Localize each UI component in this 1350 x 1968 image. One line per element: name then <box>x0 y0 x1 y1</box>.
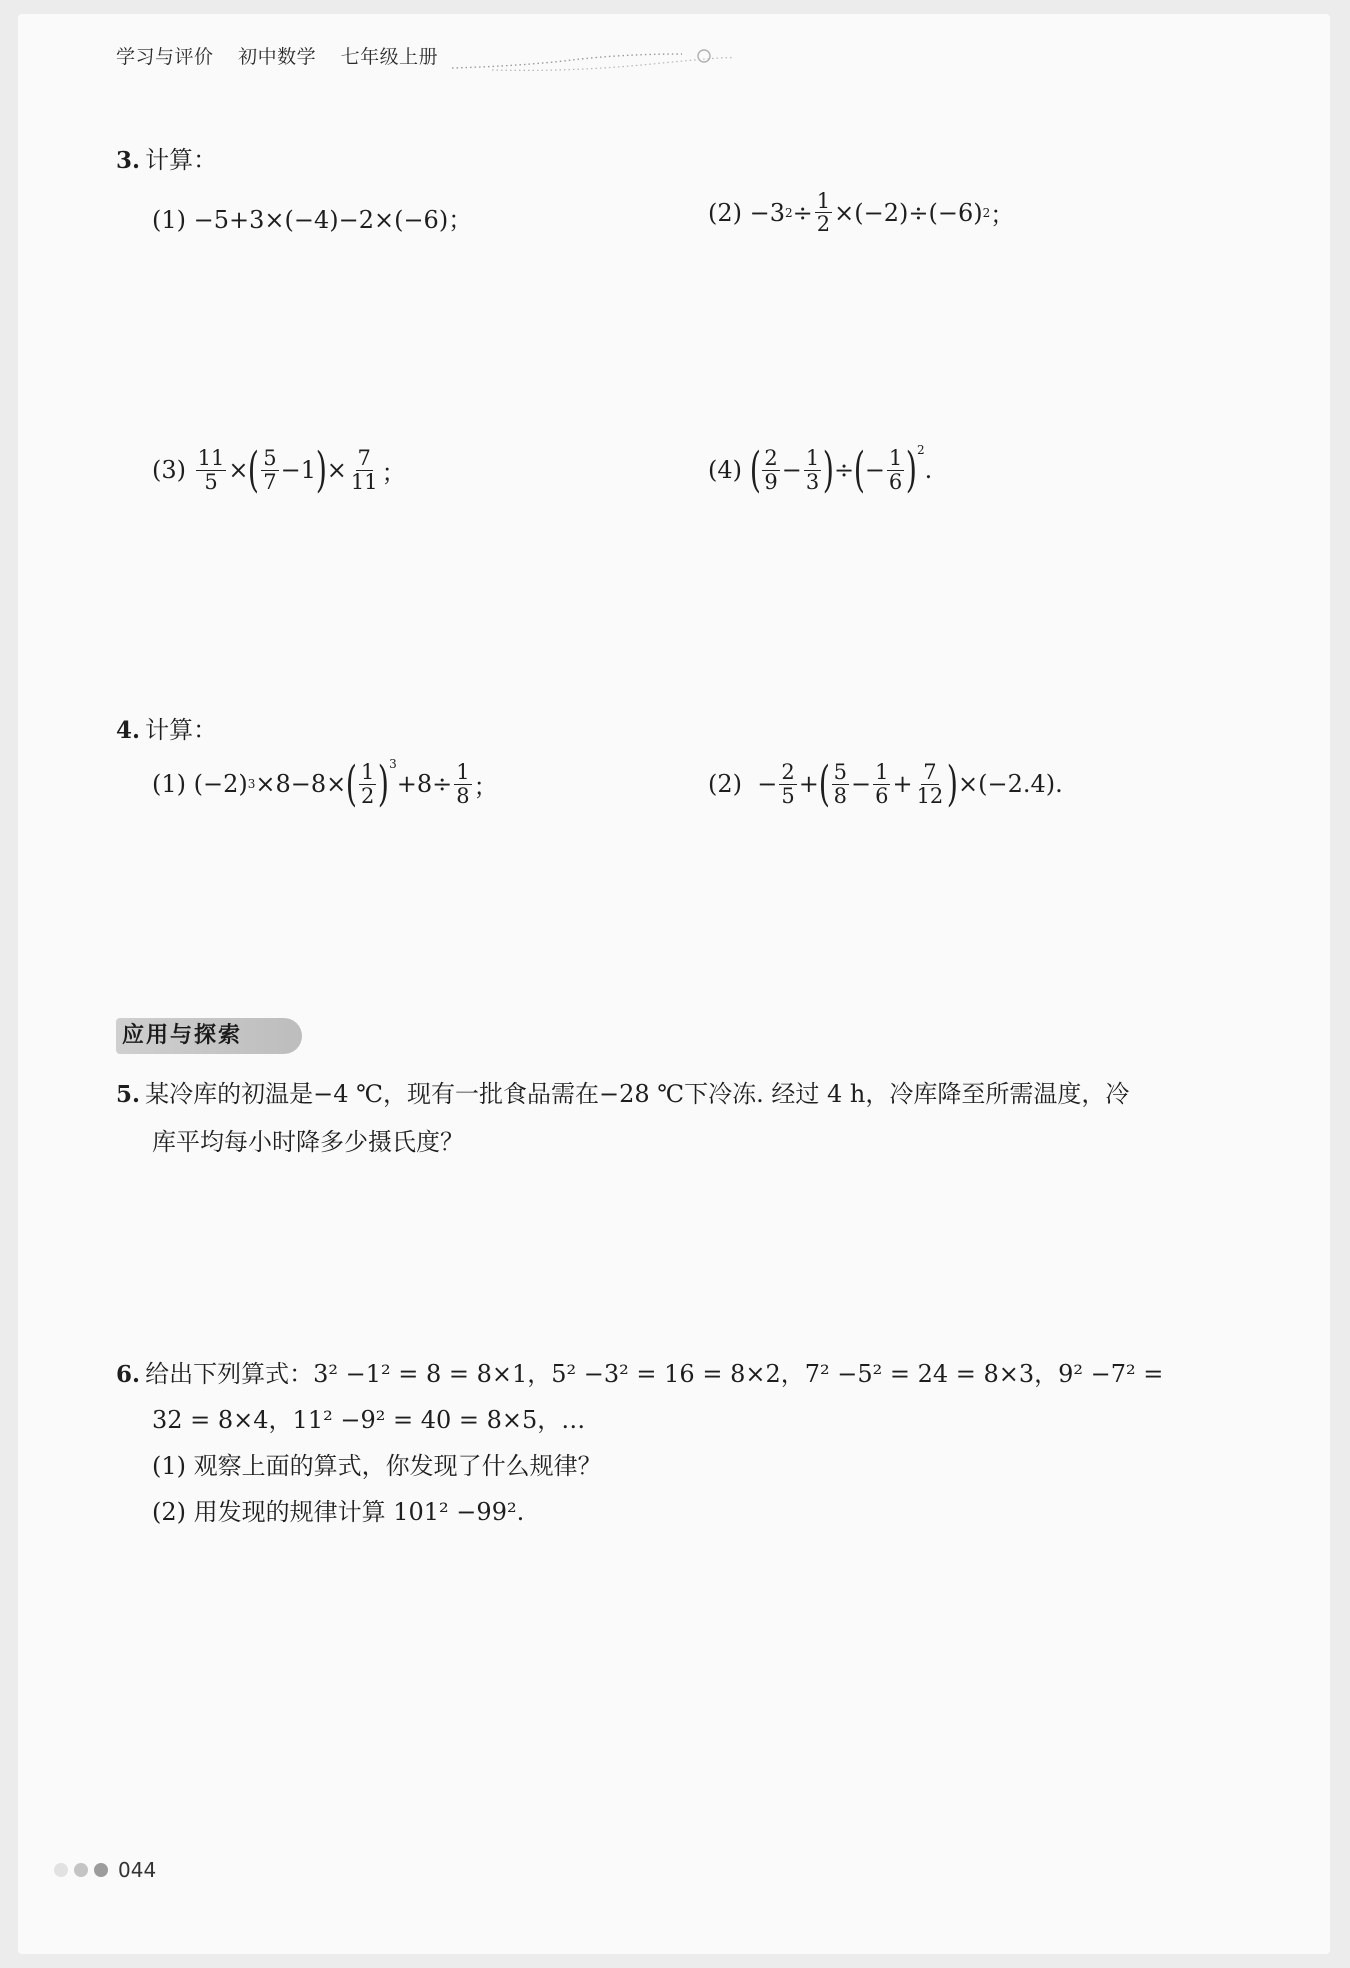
q4-part1: (1) (−2) 3 ×8−8× ( $\frac{1}{2}$ ) 3 +8÷ $\frac{1}{8}$ ； <box>152 756 498 812</box>
q4-heading <box>116 710 217 745</box>
q6 <box>116 1354 1163 1389</box>
q4-part1-c: +8÷ <box>396 770 453 798</box>
fraction: $\frac{1}{6}$ <box>888 446 903 494</box>
q3-part2-a: −3 <box>749 198 786 227</box>
q4-part1-b: ×8−8× <box>255 770 347 798</box>
running-header <box>116 42 456 69</box>
q4-part1-end: ； <box>473 772 498 801</box>
footer-dot-icon <box>54 1863 68 1877</box>
fraction: $\frac{2}{5}$ <box>781 760 795 808</box>
q3-part2: (2) −3 2 ÷ $\frac{1}{2}$ ×(−2)÷(−6) 2 ； <box>708 189 1015 237</box>
q6-part1: (1) 观察上面的算式，你发现了什么规律？ <box>152 1452 602 1480</box>
fraction: $\frac{7}{12}$ <box>916 760 944 808</box>
q3-part4: (4) ( $\frac{2}{9}$ − $\frac{1}{3}$ ) ÷ ( − $\frac{1}{6}$ ) 2 . <box>708 442 933 498</box>
q6-number: 6. <box>116 1361 141 1388</box>
q3-part2-end: ； <box>990 201 1015 230</box>
fraction: $\frac{11}{5}$ <box>197 446 225 494</box>
q5-line2: 库平均每小时降多少摄氏度？ <box>152 1128 464 1156</box>
header-book: 学习与评价 <box>116 46 214 68</box>
q4-part1-label: (1) <box>152 770 186 798</box>
q3-title: 计算： <box>145 146 218 174</box>
footer-dot-icon <box>74 1863 88 1877</box>
q3-part4-end: . <box>924 456 933 484</box>
worksheet-page <box>18 14 1330 1954</box>
fraction: $\frac{1}{3}$ <box>805 446 820 494</box>
q3-heading <box>116 140 217 175</box>
q4-part2-end: ×(−2.4). <box>958 770 1063 798</box>
q6-line1: 给出下列算式：3² −1² = 8 = 8×1，5² −3² = 16 = 8×2，7² −5² = 24 = 8×3，9² −7² = <box>145 1360 1164 1388</box>
q3-part4-label: (4) <box>708 456 742 484</box>
footer-dot-icon <box>94 1863 108 1877</box>
q5-number: 5. <box>116 1081 141 1108</box>
fraction: $\frac{1}{6}$ <box>875 760 889 808</box>
q3-part1 <box>152 200 472 235</box>
q3-part2-c: ×(−2)÷(−6) <box>834 198 983 227</box>
fraction: $\frac{5}{7}$ <box>263 446 277 494</box>
header-grade: 七年级上册 <box>340 46 439 68</box>
section-title: 应用与探索 <box>122 1023 243 1048</box>
q4-title: 计算： <box>145 716 218 744</box>
header-decoration <box>452 46 742 76</box>
q4-part2-label: (2) <box>708 770 742 798</box>
q4-number: 4. <box>116 717 141 744</box>
page-footer <box>54 1858 156 1882</box>
fraction: $\frac{5}{8}$ <box>833 760 847 808</box>
q4-part1-a: (−2) <box>193 770 248 798</box>
fraction: $\frac{7}{11}$ <box>350 446 378 494</box>
header-subject: 初中数学 <box>238 46 317 68</box>
page-number: 044 <box>118 1858 157 1882</box>
q6-line2: 32 = 8×4，11² −9² = 40 = 8×5，… <box>152 1406 586 1434</box>
fraction: $\frac{2}{9}$ <box>764 446 778 494</box>
fraction: $\frac{1}{8}$ <box>456 760 470 808</box>
section-title-badge <box>116 1018 302 1054</box>
q3-part2-b: ÷ <box>792 198 813 227</box>
q3-part3-label: (3) <box>152 456 186 484</box>
q6-part2: (2) 用发现的规律计算 101² −99². <box>152 1498 525 1526</box>
q5-line1: 某冷库的初温是−4 ℃，现有一批食品需在−28 ℃下冷冻. 经过 4 h，冷库降至所需温度，冷 <box>145 1080 1130 1108</box>
q3-part2-label: (2) <box>708 198 742 227</box>
fraction: $\frac{1}{2}$ <box>361 760 375 808</box>
q5 <box>116 1074 1129 1109</box>
q4-part2: (2) − $\frac{2}{5}$ + ( $\frac{5}{8}$ − $\frac{1}{6}$ + $\frac{7}{12}$ ) ×(−2.4). <box>708 756 1063 812</box>
fraction: $\frac{1}{2}$ <box>816 189 831 237</box>
q3-part1-expr: (1) −5+3×(−4)−2×(−6)； <box>152 206 473 234</box>
q3-number: 3. <box>116 147 141 174</box>
q3-part3: (3) $\frac{11}{5}$ × ( $\frac{5}{7}$ −1 ) × $\frac{7}{11}$ ； <box>152 442 406 498</box>
